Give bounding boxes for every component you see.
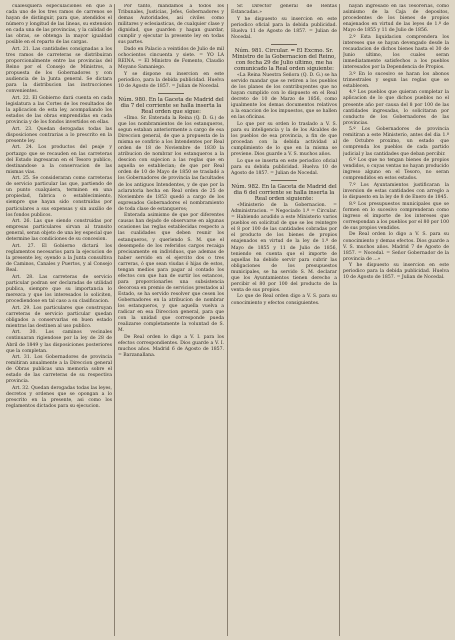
paragraph: Por tanto, mandamos a todos los Tribunales, Justicias, Jefes, Gobernadores y demas Autoridades, asi civiles como militares y eclesiasticas, de cualquier clase y dignidad, que guarden y hagan guardar, cumplir y ejecutar la presente ley en todas sus partes.: [118, 4, 224, 46]
paragraph: 8.º Los presupuestos municipales que se formen en lo sucesivo comprenderan como ingreso el importe de los intereses que correspondan a los pueblos por el 80 por 100 de sus propios vendidos.: [343, 201, 449, 231]
paragraph: hayan ingresado en las Tesorerias, como asimismo de la Caja de depositos, procedentes de los bienes de propios enajenados en virtud de las leyes de 1.º de Mayo de 1855 y 11 de Julio de 1856.: [343, 4, 449, 34]
paragraph: «La Reina Nuestra Señora (Q. D. G.) se ha servido mandar que se retiren a los pueblos de los planes de los contribuyentes que no hayan cumplido con lo dispuesto en el Real decreto de 10 de Marzo de 1856, como igualmente los demas documentos relativos a la exaccion de los impuestos, que se hallen en las oficinas.: [231, 73, 337, 121]
notice-980-heading: Núm. 980. En la Gaceta de Madrid del dia 7 del corriente se halla inserta la Real orden que sigue:: [118, 96, 224, 115]
paragraph: Art. 28. Las carreteras de servicio particular podran ser declaradas de utilidad publica, siempre que su importancia lo merezca y que los interesados lo soliciten, procediendose en tal caso a su clasificacion.: [6, 274, 112, 304]
column-1: [6, 4, 112, 636]
paragraph: «Ilmo. Sr. Enterada la Reina (Q. D. G.) de que los nombramientos de los estanqueros, segun estaban anteriormente a cargo de esa Direccion general, de que a propuesta de la misma se confirio a los Intendentes por Real orden de 18 de Noviembre de 1830 la atribucion de nombrar los estanqueros a la descion con sujecion a las reglas que en aquella se establecian; de que por Real orden de 10 de Mayo de 1850 se trasladó a los Gobernadores de provincia las facultades de los antiguos Intendentes, y de que por la aclaratoria hecha en Real orden de 25 de Noviembre de 1853 quedó a cargo de los expresados Gobernadores el nombramiento de toda clase de estanqueros;: [118, 115, 224, 212]
paragraph: Lo que se inserta en este periodico oficial para su debida publicidad. Huelva 10 de Agosto de 1857. = Julian de Nocedal.: [231, 158, 337, 176]
paragraph: 4.º Los pueblos que quieran completar la aplicacion de lo que dichos pueblos no el presente año por causa del 8 por 100 de las cantidades ingresadas, lo solicitaran por conducto de los Gobernadores de las provincias.: [343, 90, 449, 126]
paragraph: 5.º Los Gobernadores de provincia remitiran a este Ministerio, antes del dia 1.º de Octubre proximo, un estado que comprenda los pueblos de cada partido judicial y las cantidades que deban percibir.: [343, 127, 449, 157]
paragraph: De Real orden lo digo a V. S. para su conocimiento y demas efectos. Dios guarde a V. S. muchos años. Madrid 7 de Agosto de 1857. = Nocedal. = Señor Gobernador de la provincia de ...»: [343, 232, 449, 262]
column-rule: [227, 4, 228, 636]
paragraph: Sr. Director general de Rentas Estancadas.»: [231, 4, 337, 16]
paragraph: Art. 29. Los particulares que construyan carreteras de servicio particular quedan obligados a conservarlas en buen estado mientras las destinen al uso publico.: [6, 305, 112, 329]
paragraph: 3.º En lo sucesivo se haran los abonos trimestrales y segun las reglas que se establecen.: [343, 71, 449, 89]
paragraph: Art. 27. El Gobierno dictará los reglamentos necesarios para la ejecucion de la presente ley, oyendo a la Junta consultiva de Caminos, Canales y Puertos, y al Consejo Real.: [6, 243, 112, 274]
column-rule: [114, 4, 115, 636]
paragraph: Art. 30. Los caminos vecinales continuaran rigiendose por la ley de 28 de Abril de 1849 y las disposiciones posteriores que la completan.: [6, 330, 112, 354]
notice-981-heading: Núm. 981. Circular. = El Excmo. Sr. Ministro de la Gobernacion del Reino, con fecha 29 de Julio ultimo, me ha comunicado la Real orden siguiente:: [231, 47, 337, 73]
paragraph: Dado en Palacio a veintidos de Julio de mil ochocientos cincuenta y siete. = YO LA REINA. = El Ministro de Fomento, Claudio Moyano Samaniego.: [118, 46, 224, 71]
paragraph: Art. 25. Se consideraran como carreteras de servicio particular las que, partiendo de un punto cualquiera, terminen en una propiedad, fabrica o establecimiento, siempre que hayan sido construidas por particulares a sus expensas y sin auxilio de los fondos publicos.: [6, 176, 112, 218]
paragraph: 7.º Los Ayuntamientos justificaran la inversion de estas cantidades con arreglo a lo dispuesto en la ley de 8 de Enero de 1845.: [343, 182, 449, 201]
paragraph: «Ministerio de la Gobernacion. = Administracion. = Negociado 1.º = Circular. = Habiendo acudido a este Ministerio varios pueblos en solicitud de que se les reintegre el 8 por 100 de las cantidades cobradas por el producto de los bienes de propios enajenados en virtud de la ley de 1.º de Mayo de 1855 y 11 de Julio de 1856, teniendo en cuenta que el importe de aquellas ha debido servir para cubrir las obligaciones de los presupuestos municipales, se ha servido S. M. declarar que los Ayuntamientos tienen derecho a percibir el 80 por 100 del producto de la venta de sus propios.: [231, 203, 337, 293]
separator: [158, 93, 184, 94]
paragraph: Art. 26. Las que siendo construidas por empresas particulares sirvan al transito general, seran objeto de una ley especial que determine las condiciones de su concesion.: [6, 219, 112, 243]
paragraph: Art. 24. Los productos del peaje y portazgo que se recauden en las carreteras del Estado ingresaran en el Tesoro publico, destinandose a la conservacion de las mismas vias.: [6, 145, 112, 175]
paragraph: Enterada asimismo de que por diferentes causas han dejado de observarse en algunas ocasiones las reglas establecidas respecto a las cualidades que deben reunir los estanqueros, y queriendo S. M. que el desempeño de los referidos cargos recaiga precisamente en individuos, que ademas de haber servido en el ejercito dos o tres carreras, ó que sean viudas ó hijas de estos, tengan medios para pagar al contado los efectos con que han de surtir los estancos, para proporcionarles una subsistencia decorosa en premio de servicios prestados al Estado, se ha servido resolver que cesen los Gobernadores en la atribucion de nombrar los estanqueros, y que aquella vuelva a radicar en esa Direccion general, para que con la unidad que corresponde pueda realizarse completamente la voluntad de S. M.: [118, 213, 224, 334]
paragraph: Art. 32. Quedan derogadas todas las leyes, decretos y ordenes que se opongan a lo prescrito en la presente, asi como los reglamentos dictados para su ejecucion.: [6, 386, 112, 410]
paragraph: cualesquiera especulaciones en que a cada uno de los tres ramos de carrenos se hayan de distinguir, para que, atendidos el número y longitud de las lineas, su extension en cada una de las provincias, y la calidad de las obras, se obtenga la mayor igualdad posible en el reparto de las cargas.: [6, 4, 112, 46]
column-4: [343, 4, 449, 636]
paragraph: Art. 21. Las cantidades consignadas a los tres ramos de carreteras se distribuiran proporcionalmente entre las provincias del Reino por el Consejo de Ministros, a propuesta de los Gobernadores y con audiencia de la Junta general. Se dictara para la distribucion las instrucciones convenientes.: [6, 46, 112, 95]
paragraph: 6.º Los que no tengan bienes de propios vendidos, o cuyas ventas no hayan producido ingreso alguno en el Tesoro, no seran comprendidos en estos estados.: [343, 158, 449, 182]
column-rule: [339, 4, 340, 636]
paragraph: Art. 31. Los Gobernadores de provincia remitiran anualmente a la Direccion general de Obras publicas una memoria sobre el estado de las carreteras de su respectiva provincia.: [6, 355, 112, 385]
paragraph: 2.º Esta liquidacion comprendera los intereses que se hayan devengado desde la recaudacion de dichos bienes hasta el 30 de Junio ultimo, los cuales seran inmediatamente satisfechos a los pueblos interesados por la Dependencia de Propios.: [343, 34, 449, 71]
paragraph: Y se dispone su insercion en este periodico, para la debida publicidad. Huelva 10 de Agosto de 1857. = Julian de Nocedal.: [118, 71, 224, 89]
paragraph: Y he dispuesto su insercion en este periodico oficial para la debida publicidad. Huelva 11 de Agosto de 1857. = Julian de Nocedal.: [231, 16, 337, 40]
separator: [271, 44, 297, 45]
paragraph: Art. 23. Quedan derogadas todas las disposiciones contrarias a lo prescrito en la presente ley.: [6, 126, 112, 144]
paragraph: Lo que de Real orden digo a V. S. para su conocimiento y efectos consiguientes.: [231, 294, 337, 306]
column-2: [118, 4, 224, 636]
paragraph: Y he dispuesto su insercion en este periodico para la debida publicidad. Huelva 10 de Agosto de 1857. = Julian de Nocedal.: [343, 263, 449, 281]
paragraph: Lo que por su orden lo traslado a V. S. para su inteligencia y la de los Alcaldes de los pueblos de esa provincia, a fin de que procedan con la debida actividad al cumplimiento de lo que en la misma se previene. Dios guarde a V. S. muchos años.: [231, 122, 337, 158]
paragraph: De Real orden lo digo a V. I. para los efectos correspondientes. Dios guarde a V. I. muchos años. Madrid 6 de Agosto de 1857. = Barzanallana.: [118, 334, 224, 358]
notice-982-heading: Núm. 982. En la Gaceta de Madrid del dia 6 del corriente se halla inserta la Real orden siguiente:: [231, 184, 337, 203]
column-3: [231, 4, 337, 636]
separator: [271, 180, 297, 181]
paragraph: Art. 22. El Gobierno dará cuenta en cada legislatura a las Cortes de los resultados de la aplicacion de esta ley, acompañando los estados de las obras emprendidas en cada provincia y de los fondos invertidos en ellas.: [6, 95, 112, 126]
